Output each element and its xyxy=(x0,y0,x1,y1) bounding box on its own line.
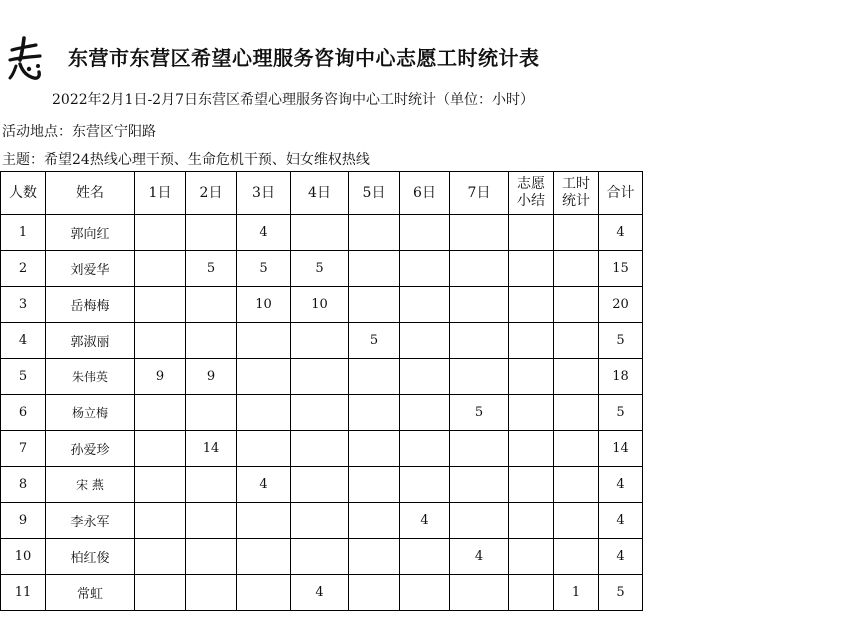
volunteer-summary xyxy=(509,539,554,575)
day-7-hours xyxy=(450,251,509,287)
day-5-hours xyxy=(349,359,400,395)
day-2-hours xyxy=(186,503,237,539)
row-number: 8 xyxy=(1,467,46,503)
day-6-hours xyxy=(400,287,450,323)
header-volunteer-summary xyxy=(509,172,554,215)
day-3-hours xyxy=(237,359,291,395)
total-hours: 15 xyxy=(599,251,643,287)
day-5-hours xyxy=(349,467,400,503)
hours-table xyxy=(0,171,643,611)
volunteer-name: 柏红俊 xyxy=(46,539,135,575)
total-hours: 14 xyxy=(599,431,643,467)
day-1-hours xyxy=(135,287,186,323)
day-6-hours xyxy=(400,431,450,467)
header-hour-stats-line2: 统计 xyxy=(562,193,590,209)
day-7-hours xyxy=(450,323,509,359)
day-5-hours xyxy=(349,503,400,539)
table-row xyxy=(1,251,643,287)
hour-stats xyxy=(554,359,599,395)
table-row xyxy=(1,395,643,431)
day-2-hours xyxy=(186,575,237,611)
volunteer-summary xyxy=(509,323,554,359)
header-name: 姓名 xyxy=(46,172,135,215)
day-4-hours: 5 xyxy=(291,251,349,287)
volunteer-summary xyxy=(509,215,554,251)
day-3-hours xyxy=(237,575,291,611)
day-5-hours: 5 xyxy=(349,323,400,359)
day-2-hours: 14 xyxy=(186,431,237,467)
hour-stats xyxy=(554,395,599,431)
day-4-hours xyxy=(291,359,349,395)
header-volunteer-summary-line1: 志愿 xyxy=(517,176,545,192)
hour-stats xyxy=(554,431,599,467)
day-7-hours xyxy=(450,359,509,395)
header-total: 合计 xyxy=(599,172,643,215)
day-1-hours xyxy=(135,323,186,359)
day-4-hours xyxy=(291,503,349,539)
day-1-hours xyxy=(135,395,186,431)
volunteer-name: 岳梅梅 xyxy=(46,287,135,323)
day-7-hours xyxy=(450,215,509,251)
volunteer-summary xyxy=(509,395,554,431)
day-1-hours xyxy=(135,575,186,611)
table-row xyxy=(1,575,643,611)
header-day-1: 1日 xyxy=(135,172,186,215)
total-hours: 5 xyxy=(599,575,643,611)
row-number: 4 xyxy=(1,323,46,359)
day-4-hours: 4 xyxy=(291,575,349,611)
day-2-hours xyxy=(186,395,237,431)
table-header-row xyxy=(1,172,643,215)
volunteer-summary xyxy=(509,359,554,395)
day-2-hours xyxy=(186,467,237,503)
header-day-4: 4日 xyxy=(291,172,349,215)
volunteer-name: 杨立梅 xyxy=(46,395,135,431)
hour-stats xyxy=(554,323,599,359)
hour-stats xyxy=(554,287,599,323)
day-2-hours: 5 xyxy=(186,251,237,287)
table-row xyxy=(1,539,643,575)
page-title: 东营市东营区希望心理服务咨询中心志愿工时统计表 xyxy=(68,46,540,70)
volunteer-name: 郭淑丽 xyxy=(46,323,135,359)
day-4-hours xyxy=(291,395,349,431)
day-2-hours xyxy=(186,215,237,251)
day-4-hours xyxy=(291,323,349,359)
row-number: 7 xyxy=(1,431,46,467)
day-2-hours xyxy=(186,287,237,323)
volunteer-summary xyxy=(509,251,554,287)
day-7-hours: 5 xyxy=(450,395,509,431)
activity-theme: 主题：希望24热线心理干预、生命危机干预、妇女维权热线 xyxy=(2,152,370,168)
day-4-hours xyxy=(291,539,349,575)
day-6-hours xyxy=(400,215,450,251)
day-7-hours xyxy=(450,431,509,467)
day-5-hours xyxy=(349,431,400,467)
day-3-hours xyxy=(237,395,291,431)
day-2-hours xyxy=(186,539,237,575)
day-6-hours xyxy=(400,359,450,395)
volunteer-name: 宋 燕 xyxy=(46,467,135,503)
day-4-hours xyxy=(291,467,349,503)
header-volunteer-summary-line2: 小结 xyxy=(517,193,545,209)
day-3-hours: 5 xyxy=(237,251,291,287)
table-row xyxy=(1,359,643,395)
day-7-hours xyxy=(450,503,509,539)
hour-stats: 1 xyxy=(554,575,599,611)
day-7-hours xyxy=(450,287,509,323)
total-hours: 18 xyxy=(599,359,643,395)
volunteer-name: 朱伟英 xyxy=(46,359,135,395)
table-row xyxy=(1,287,643,323)
header-day-3: 3日 xyxy=(237,172,291,215)
day-5-hours xyxy=(349,539,400,575)
day-1-hours xyxy=(135,503,186,539)
activity-location: 活动地点：东营区宁阳路 xyxy=(2,124,156,140)
header-hour-stats xyxy=(554,172,599,215)
day-5-hours xyxy=(349,215,400,251)
day-3-hours: 10 xyxy=(237,287,291,323)
day-6-hours xyxy=(400,251,450,287)
header-day-6: 6日 xyxy=(400,172,450,215)
day-3-hours xyxy=(237,539,291,575)
table-row xyxy=(1,215,643,251)
volunteer-name: 刘爱华 xyxy=(46,251,135,287)
day-5-hours xyxy=(349,395,400,431)
day-7-hours xyxy=(450,575,509,611)
row-number: 11 xyxy=(1,575,46,611)
volunteer-summary xyxy=(509,287,554,323)
day-1-hours xyxy=(135,431,186,467)
hour-stats xyxy=(554,539,599,575)
header-day-7: 7日 xyxy=(450,172,509,215)
volunteer-summary xyxy=(509,503,554,539)
total-hours: 20 xyxy=(599,287,643,323)
row-number: 9 xyxy=(1,503,46,539)
row-number: 3 xyxy=(1,287,46,323)
day-3-hours: 4 xyxy=(237,467,291,503)
volunteer-name: 李永军 xyxy=(46,503,135,539)
hour-stats xyxy=(554,503,599,539)
total-hours: 4 xyxy=(599,539,643,575)
day-6-hours xyxy=(400,467,450,503)
day-5-hours xyxy=(349,575,400,611)
row-number: 2 xyxy=(1,251,46,287)
day-7-hours: 4 xyxy=(450,539,509,575)
row-number: 10 xyxy=(1,539,46,575)
day-6-hours xyxy=(400,395,450,431)
header-day-5: 5日 xyxy=(349,172,400,215)
day-1-hours xyxy=(135,539,186,575)
header-hour-stats-line1: 工时 xyxy=(562,176,590,192)
row-number: 6 xyxy=(1,395,46,431)
table-row xyxy=(1,467,643,503)
day-4-hours xyxy=(291,431,349,467)
volunteer-name: 常虹 xyxy=(46,575,135,611)
volunteer-name: 郭向红 xyxy=(46,215,135,251)
day-1-hours xyxy=(135,251,186,287)
table-row xyxy=(1,431,643,467)
hour-stats xyxy=(554,215,599,251)
day-1-hours: 9 xyxy=(135,359,186,395)
day-4-hours xyxy=(291,215,349,251)
total-hours: 5 xyxy=(599,395,643,431)
day-3-hours xyxy=(237,323,291,359)
day-2-hours: 9 xyxy=(186,359,237,395)
day-7-hours xyxy=(450,467,509,503)
day-1-hours xyxy=(135,467,186,503)
table-row xyxy=(1,503,643,539)
header-count: 人数 xyxy=(1,172,46,215)
day-6-hours xyxy=(400,323,450,359)
total-hours: 4 xyxy=(599,467,643,503)
day-4-hours: 10 xyxy=(291,287,349,323)
day-6-hours xyxy=(400,575,450,611)
volunteer-summary xyxy=(509,431,554,467)
day-5-hours xyxy=(349,251,400,287)
row-number: 5 xyxy=(1,359,46,395)
day-3-hours xyxy=(237,431,291,467)
day-1-hours xyxy=(135,215,186,251)
page-subtitle: 2022年2月1日-2月7日东营区希望心理服务咨询中心工时统计（单位：小时） xyxy=(52,92,534,108)
total-hours: 4 xyxy=(599,215,643,251)
header-day-2: 2日 xyxy=(186,172,237,215)
day-3-hours xyxy=(237,503,291,539)
volunteer-name: 孙爱珍 xyxy=(46,431,135,467)
hour-stats xyxy=(554,251,599,287)
volunteer-summary xyxy=(509,467,554,503)
row-number: 1 xyxy=(1,215,46,251)
hour-stats xyxy=(554,467,599,503)
volunteer-summary xyxy=(509,575,554,611)
day-5-hours xyxy=(349,287,400,323)
day-3-hours: 4 xyxy=(237,215,291,251)
table-row xyxy=(1,323,643,359)
day-2-hours xyxy=(186,323,237,359)
total-hours: 4 xyxy=(599,503,643,539)
volunteer-logo xyxy=(4,36,44,88)
day-6-hours xyxy=(400,539,450,575)
total-hours: 5 xyxy=(599,323,643,359)
day-6-hours: 4 xyxy=(400,503,450,539)
